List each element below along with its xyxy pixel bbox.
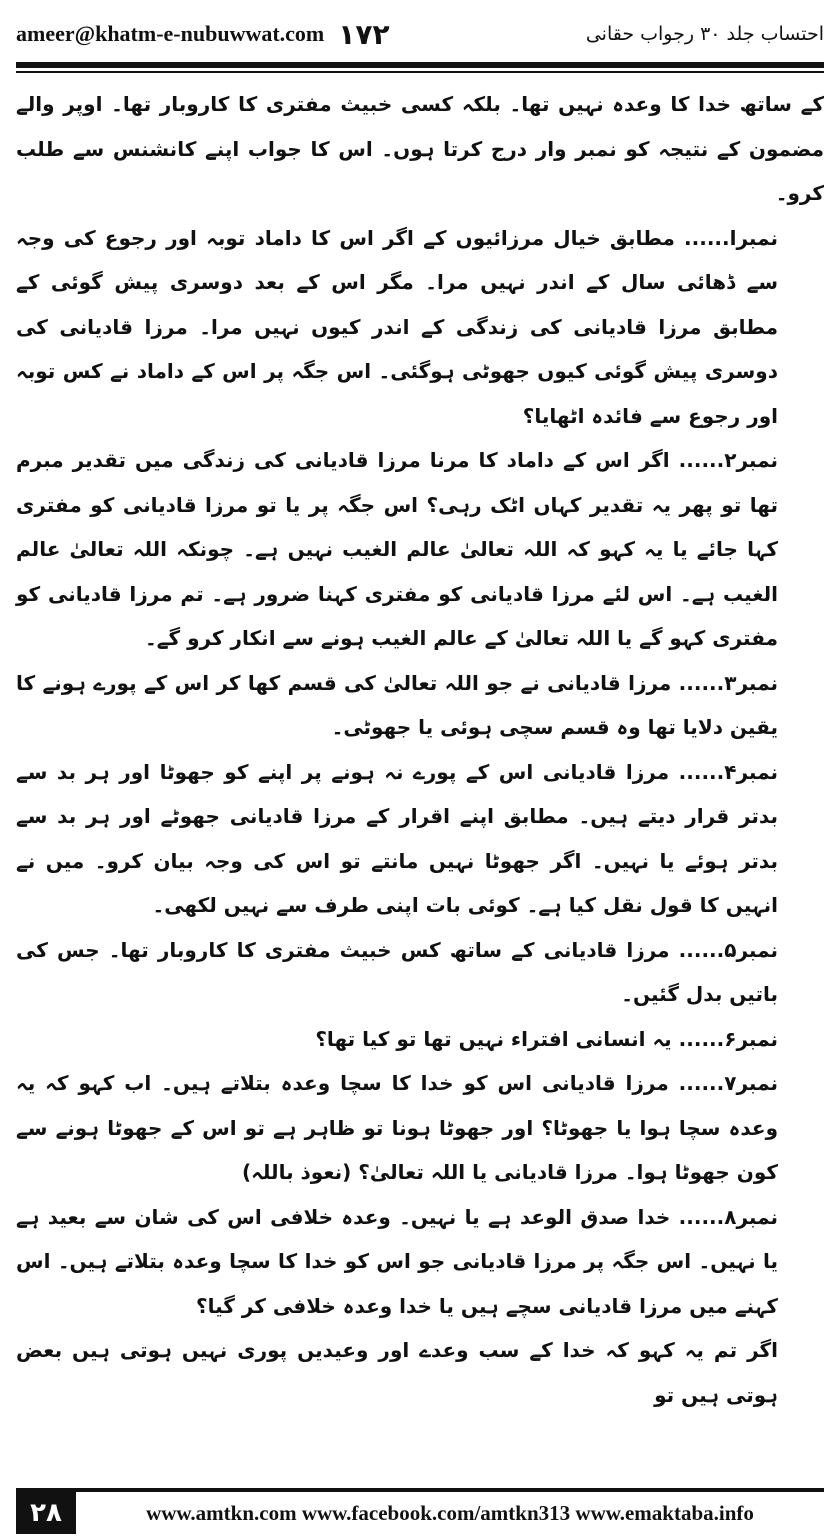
header-rule-thick bbox=[16, 62, 824, 68]
paragraph-point-3: نمبر۳...... مرزا قادیانی نے جو اللہ تعالیٰ کی قسم کھا کر اس کے پورے ہونے کا یقین دلایا تھا وہ قسم سچی ہوئی یا جھوٹی۔ bbox=[16, 670, 778, 739]
footer-page-number: ۲۸ bbox=[16, 1492, 76, 1534]
footer-urls: www.amtkn.com www.facebook.com/amtkn313 www.emaktaba.info bbox=[146, 1500, 754, 1525]
paragraph-point-6: نمبر۶...... یہ انسانی افتراء نہیں تھا تو کیا تھا؟ bbox=[315, 1026, 778, 1051]
running-title: احتساب جلد ۳۰ رجواب حقانی bbox=[585, 23, 824, 45]
paragraph-closing: اگر تم یہ کہو کہ خدا کے سب وعدے اور وعیدیں پوری نہیں ہوتی ہیں بعض ہوتی ہیں تو bbox=[16, 1338, 778, 1407]
paragraph-point-7: نمبر۷...... مرزا قادیانی اس کو خدا کا سچا وعدہ بتلاتے ہیں۔ اب کہو کہ یہ وعدہ سچا ہوا یا جھوٹا؟ اور جھوٹا ہونا تو ظاہر ہے تو اس کے جھوٹا ہونے سے کون جھوٹا ہوا۔ مرزا قادیانی یا اللہ تعالیٰ؟ (نعوذ باللہ) bbox=[16, 1071, 778, 1184]
paragraph-point-5: نمبر۵...... مرزا قادیانی کے ساتھ کس خبیث مفتری کا کاروبار تھا۔ جس کی باتیں بدل گئیں۔ bbox=[16, 937, 778, 1006]
paragraph-point-1: نمبرا...... مطابق خیال مرزائیوں کے اگر اس کا داماد توبہ اور رجوع کی وجہ سے ڈھائی سال کے اندر نہیں مرا۔ مگر اس کے بعد دوسری پیش گوئی کے مطابق مرزا قادیانی کی زندگی کے اندر کیوں نہیں مرا۔ مرزا قادیانی کی دوسری پیش گوئی کیوں جھوٹی ہوگئی۔ اس جگہ پر اس کے داماد نے کس توبہ اور رجوع سے فائدہ اٹھایا؟ bbox=[16, 225, 778, 428]
header-page-number: ۱۷۲ bbox=[338, 17, 390, 51]
header-left bbox=[16, 18, 390, 51]
body-text bbox=[16, 82, 824, 1472]
header-rule-thin bbox=[16, 71, 824, 73]
header-email: ameer@khatm-e-nubuwwat.com bbox=[16, 21, 325, 46]
paragraph-intro: کے ساتھ خدا کا وعدہ نہیں تھا۔ بلکہ کسی خبیث مفتری کا کاروبار تھا۔ اوپر والے مضمون کے نتیجہ کو نمبر وار درج کرتا ہوں۔ اس کا جواب اپنے کانشنس سے طلب کرو۔ bbox=[16, 92, 824, 205]
paragraph-point-4: نمبر۴...... مرزا قادیانی اس کے پورے نہ ہونے پر اپنے کو جھوٹا اور ہر بد سے بدتر قرار دیتے ہیں۔ مطابق اپنے اقرار کے مرزا قادیانی جھوٹے اور ہر بد سے بدتر ہوئے یا نہیں۔ اگر جھوٹا نہیں مانتے تو اس کی وجہ بیان کرو۔ میں نے انہیں کا قول نقل کیا ہے۔ کوئی بات اپنی طرف سے نہیں لکھی۔ bbox=[16, 759, 779, 917]
paragraph-point-2: نمبر۲...... اگر اس کے داماد کا مرنا مرزا قادیانی کی زندگی میں تقدیر مبرم تھا تو پھر یہ تقدیر کہاں اٹک رہی؟ اس جگہ پر یا تو مرزا قادیانی کو مفتری کہا جائے یا یہ کہو کہ اللہ تعالیٰ عالم الغیب نہیں ہے۔ چونکہ اللہ تعالیٰ عالم الغیب ہے۔ اس لئے مرزا قادیانی کو مفتری کہنا ضرور ہے۔ تم مرزا قادیانی کو مفتری کہو گے یا اللہ تعالیٰ کے عالم الغیب ہونے سے انکار کرو گے۔ bbox=[16, 448, 778, 650]
page-header bbox=[16, 14, 824, 54]
page-footer bbox=[16, 1488, 824, 1534]
paragraph-point-8: نمبر۸...... خدا صدق الوعد ہے یا نہیں۔ وعدہ خلافی اس کی شان سے بعید ہے یا نہیں۔ اس جگہ پر مرزا قادیانی جو اس کو خدا کا سچا وعدہ بتلاتے ہیں۔ اس کہنے میں مرزا قادیانی سچے ہیں یا خدا وعدہ خلافی کر گیا؟ bbox=[16, 1204, 778, 1318]
